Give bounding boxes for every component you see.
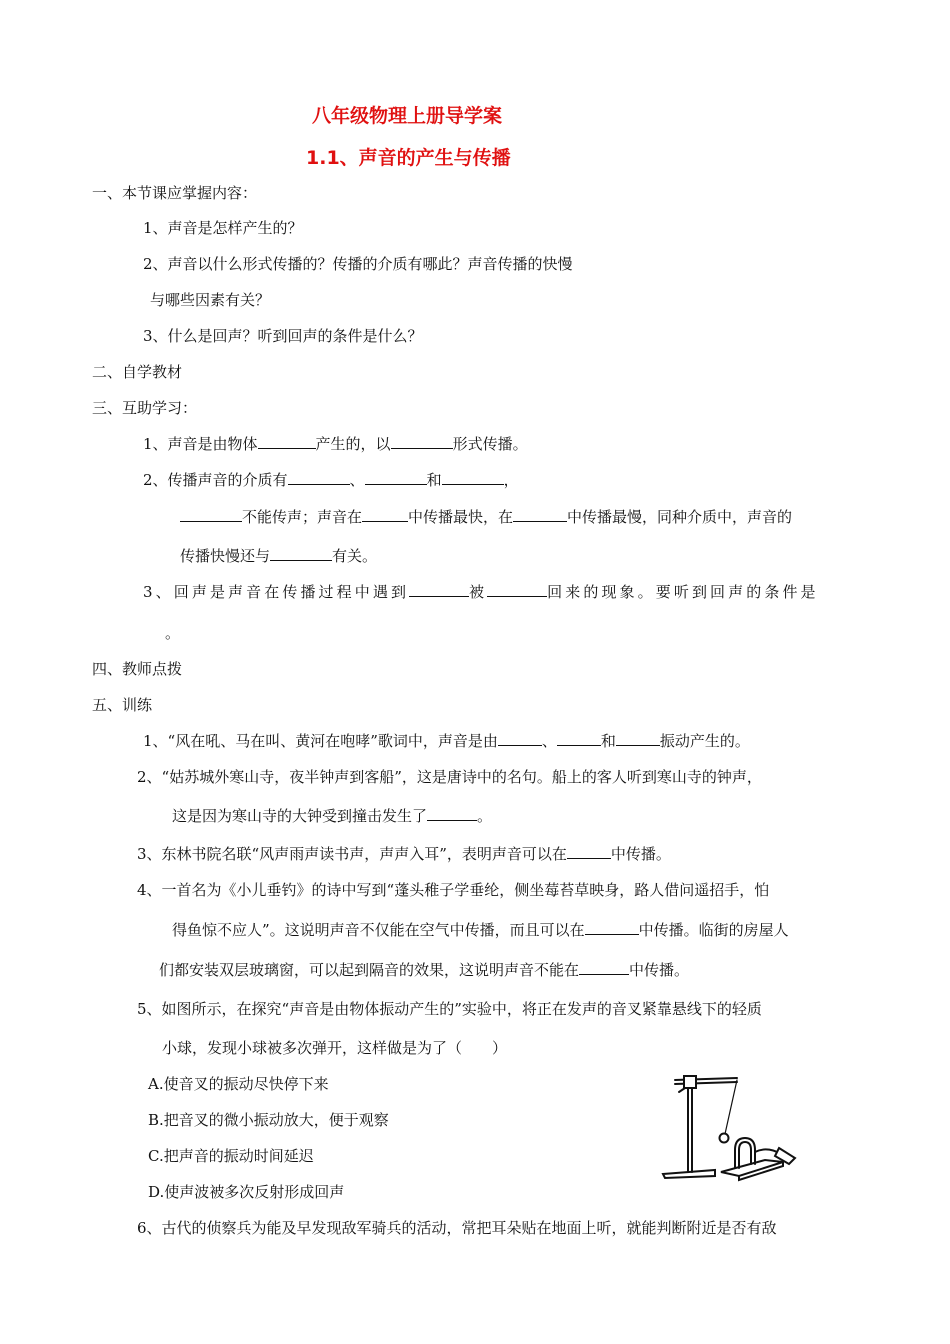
option-d[interactable]: D.使声波被多次反射形成回声 [148,1183,345,1201]
text-segment: 1、“风在吼、马在叫、黄河在咆哮”歌词中，声音是由 [143,732,498,750]
option-a[interactable]: A.使音叉的振动尽快停下来 [148,1075,329,1093]
text-segment: 们都安装双层玻璃窗，可以起到隔音的效果，这说明声音不能在 [159,961,580,979]
text-segment: 中传播最慢，同种介质中，声音的 [567,508,793,526]
blank-field[interactable] [391,434,453,449]
s1-question-2: 2、声音以什么形式传播的？传播的介质有哪此？声音传播的快慢 [143,255,573,273]
blank-field[interactable] [288,470,350,485]
s3-question-3 [143,582,819,602]
blank-field[interactable] [579,960,629,975]
text-segment: 、 [541,732,557,750]
section-5-heading: 五、训练 [92,696,153,714]
training-question-4: 4、一首名为《小儿垂钓》的诗中写到“蓬头稚子学垂纶，侧坐莓苔草映身，路人借问遥招手，怕 [137,881,770,899]
s1-question-3: 3、什么是回声？听到回声的条件是什么？ [143,327,423,345]
blank-field[interactable] [409,582,469,597]
blank-field[interactable] [427,806,477,821]
blank-field[interactable] [180,507,242,522]
section-subtitle: 1.1、声音的产生与传播 [306,147,511,169]
text-segment: 3、回声是声音在传播过程中遇到 [143,583,410,601]
section-4-heading: 四、教师点拨 [92,660,183,678]
blank-field[interactable] [498,731,542,746]
training-question-1 [143,731,750,751]
blank-field[interactable] [557,731,601,746]
s3-question-2 [143,470,519,490]
blank-field[interactable] [258,434,316,449]
option-c[interactable]: C.把声音的振动时间延迟 [148,1147,314,1165]
s3-question-2-line-2 [180,507,792,527]
text-segment: 中传播。 [629,961,690,979]
text-segment: 1、声音是由物体 [143,435,258,453]
text-segment: 这是因为寒山寺的大钟受到撞击发生了 [172,807,428,825]
training-question-4-line-2 [172,920,789,940]
blank-field[interactable] [270,546,332,561]
s3-question-2-line-3 [180,546,377,566]
section-2-heading: 二、自学教材 [92,363,183,381]
text-segment: 不能传声；声音在 [242,508,363,526]
training-question-3 [137,844,671,864]
s3-question-1 [143,434,528,454]
blank-field[interactable] [616,731,660,746]
text-segment: 形式传播。 [452,435,528,453]
blank-field[interactable] [442,470,504,485]
s3-question-3-end: 。 [165,624,181,642]
blank-field[interactable] [513,507,567,522]
text-segment: 和 [600,732,616,750]
text-segment: 传播快慢还与 [180,547,271,565]
blank-field[interactable] [362,507,408,522]
text-segment: 振动产生的。 [659,732,750,750]
s1-question-1: 1、声音是怎样产生的？ [143,219,303,237]
text-segment: ， [503,471,519,489]
text-segment: 中传播最快，在 [408,508,514,526]
text-segment: 和 [426,471,442,489]
training-question-6: 6、古代的侦察兵为能及早发现敌军骑兵的活动，常把耳朵贴在地面上听，就能判断附近是否有敌 [137,1219,777,1237]
text-segment: 得鱼惊不应人”。这说明声音不仅能在空气中传播，而且可以在 [172,921,585,939]
blank-field[interactable] [487,582,547,597]
training-question-5-cont: 小球，发现小球被多次弹开，这样做是为了（ ） [162,1039,508,1057]
training-question-4-line-3 [159,960,689,980]
training-question-2-cont [172,806,492,826]
section-1-heading: 一、本节课应掌握内容： [92,184,258,202]
tuning-fork-experiment-figure [655,1072,835,1182]
section-3-heading: 三、互助学习： [92,399,198,417]
text-segment: 中传播。临街的房屋人 [638,921,789,939]
text-segment: 回来的现象。要听到回声的条件是 [547,583,819,601]
text-segment: 2、传播声音的介质有 [143,471,288,489]
text-segment: 有关。 [332,547,378,565]
training-question-2: 2、“姑苏城外寒山寺，夜半钟声到客船”，这是唐诗中的名句。船上的客人听到寒山寺的钟声， [137,768,762,786]
blank-field[interactable] [585,920,639,935]
text-segment: 产生的，以 [315,435,391,453]
page-title: 八年级物理上册导学案 [312,105,503,127]
blank-field[interactable] [567,844,611,859]
blank-field[interactable] [365,470,427,485]
training-question-5: 5、如图所示，在探究“声音是由物体振动产生的”实验中，将正在发声的音叉紧靠悬线下的轻质 [137,1000,762,1018]
text-segment: 、 [349,471,365,489]
option-b[interactable]: B.把音叉的微小振动放大，便于观察 [148,1111,389,1129]
text-segment: 被 [469,583,488,601]
text-segment: 中传播。 [610,845,671,863]
text-segment: 3、东林书院名联“风声雨声读书声，声声入耳”，表明声音可以在 [137,845,567,863]
text-segment: 。 [477,807,493,825]
s1-question-2-cont: 与哪些因素有关？ [150,291,271,309]
